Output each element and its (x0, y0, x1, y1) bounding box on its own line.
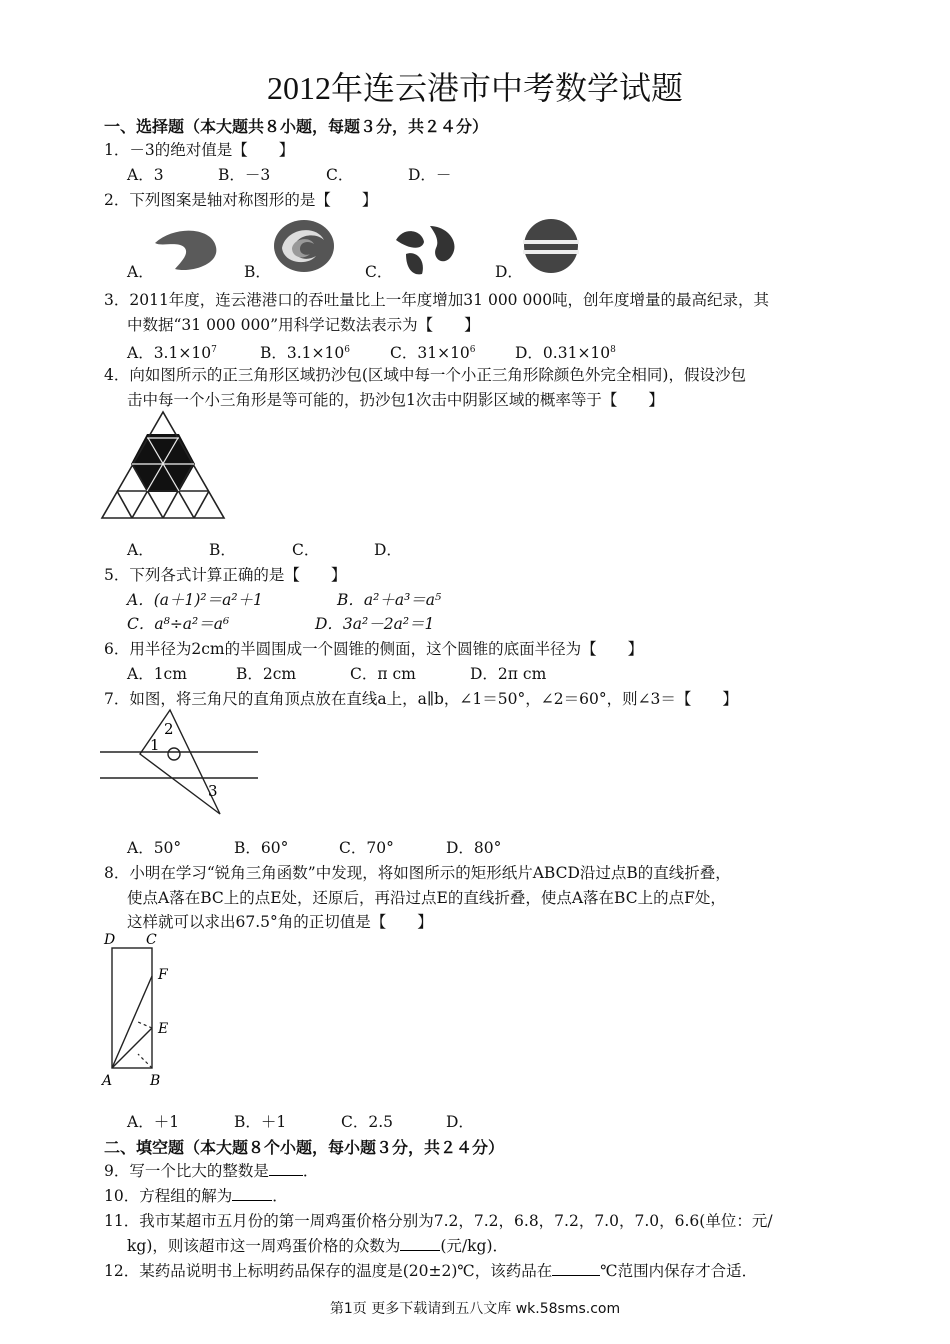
q5-option-a: A．(a＋1)²＝a²＋1 (127, 591, 263, 609)
q8-label-a: A (102, 1073, 113, 1089)
q7-option-c: C．70° (339, 839, 394, 857)
q3-line-1: 3．2011年度，连云港港口的吞吐量比上一年度增加31 000 000吨，创年度增量的最高纪录，其 (104, 291, 770, 309)
q8-label-e: E (158, 1021, 169, 1037)
q8-option-a: A．＋1 (127, 1113, 180, 1131)
q1-option-c: C． (326, 166, 354, 184)
q6-option-d: D．2π cm (470, 665, 547, 683)
q8-rectangle-figure (100, 930, 180, 1090)
q7-angle-1-label: 1 (150, 736, 160, 754)
page-title: 2012年连云港市中考数学试题 (266, 70, 683, 106)
q8-label-c: C (146, 932, 157, 948)
q4-option-d: D． (374, 541, 402, 559)
q8-option-d: D． (446, 1113, 474, 1131)
q12-answer-blank (552, 1275, 600, 1276)
q9-answer-blank (269, 1175, 303, 1176)
q8-line-2: 使点A落在BC上的点E处，还原后，再沿过点E的直线折叠，使点A落在BC上的点F处， (127, 889, 726, 907)
q12: 12．某药品说明书上标明药品保存的温度是(20±2)℃，该药品在 ℃范围内保存才合适． (104, 1262, 758, 1280)
section-1-heading: 一、选择题（本大题共８小题，每题３分，共２４分） (104, 117, 489, 136)
q8-option-c: C．2.5 (341, 1113, 394, 1131)
q7-stem: 7．如图，将三角尺的直角顶点放在直线a上，a∥b，∠1＝50°，∠2＝60°，则∠3＝【 】 (104, 690, 738, 708)
q2-figure-d (523, 218, 581, 274)
q3-option-d: D．$0.31\times 10^8$ (515, 344, 616, 363)
q7-angle-3-label: 3 (208, 782, 218, 800)
q5-stem: 5．下列各式计算正确的是【 】 (104, 566, 347, 584)
page-footer: 第1页 更多下载请到五八文库 wk.58sms.com (329, 1301, 621, 1317)
q3-line-2: 中数据“31 000 000”用科学记数法表示为【 】 (127, 316, 480, 334)
q4-option-c: C． (292, 541, 320, 559)
q8-line-1: 8．小明在学习“锐角三角函数”中发现，将如图所示的矩形纸片ABCD沿过点B的直线折叠， (104, 864, 731, 882)
q3-option-b: B．$3.1\times 10^6$ (260, 344, 350, 363)
q5-option-d: D．3a²－2a²＝1 (315, 615, 435, 633)
q6-option-b: B．2cm (236, 665, 297, 683)
q11-line-1: 11．我市某超市五月份的第一周鸡蛋价格分别为7.2，7.2，6.8，7.2，7.0，7.0，6.6(单位：元/ (104, 1212, 773, 1230)
q2-option-d: D． (495, 263, 523, 281)
q7-option-d: D．80° (446, 839, 502, 857)
q11-answer-blank (400, 1250, 440, 1251)
q3-option-a: A．$3.1\times 10^7$ (127, 344, 217, 363)
q2-figure-b (272, 218, 336, 274)
q4-option-b: B． (209, 541, 236, 559)
q6-stem: 6．用半径为2cm的半圆围成一个圆锥的侧面，这个圆锥的底面半径为【 】 (104, 640, 644, 658)
q1-stem: 1．－3的绝对值是【 】 (104, 141, 295, 159)
q4-triangle-figure (100, 410, 226, 522)
q5-option-b: B．a²＋a³＝a⁵ (337, 591, 442, 609)
q5-option-c: C．a⁸÷a²＝a⁶ (127, 615, 230, 633)
q1-option-d: D．－ (408, 166, 452, 184)
q1-option-a: A．3 (127, 166, 164, 184)
q4-line-1: 4．向如图所示的正三角形区域扔沙包(区域中每一个小正三角形除颜色外完全相同)，假设沙包 (104, 366, 746, 384)
q7-option-b: B．60° (234, 839, 289, 857)
q2-figure-c (392, 218, 462, 276)
q6-option-c: C．π cm (350, 665, 416, 683)
q10-answer-blank (232, 1200, 272, 1201)
q6-option-a: A．1cm (127, 665, 187, 683)
q8-label-d: D (104, 932, 116, 948)
q8-option-b: B．＋1 (234, 1113, 287, 1131)
q2-stem: 2．下列图案是轴对称图形的是【 】 (104, 191, 378, 209)
q7-figure (100, 708, 260, 818)
q7-angle-2-label: 2 (164, 720, 174, 738)
q8-label-b: B (150, 1073, 161, 1089)
q2-figure-a (150, 225, 220, 275)
q10: 10．方程组的解为 ． (104, 1187, 288, 1205)
q4-option-a: A． (127, 541, 154, 559)
q8-label-f: F (158, 967, 168, 983)
q3-option-c: C．$31\times 10^6$ (390, 344, 476, 363)
q9: 9．写一个比大的整数是 ． (104, 1162, 319, 1180)
q4-line-2: 击中每一个小三角形是等可能的，扔沙包1次击中阴影区域的概率等于【 】 (127, 391, 664, 409)
q11-line-2: kg)，则该超市这一周鸡蛋价格的众数为 (元/kg)． (127, 1237, 509, 1255)
q2-option-c: C． (365, 263, 393, 281)
section-2-heading: 二、填空题（本大题８个小题，每小题３分，共２４分） (104, 1138, 505, 1157)
q2-option-b: B． (244, 263, 271, 281)
q2-option-a: A． (127, 263, 154, 281)
q8-line-3: 这样就可以求出67.5°角的正切值是【 】 (127, 913, 433, 931)
q1-option-b: B．－3 (218, 166, 271, 184)
q7-option-a: A．50° (127, 839, 182, 857)
